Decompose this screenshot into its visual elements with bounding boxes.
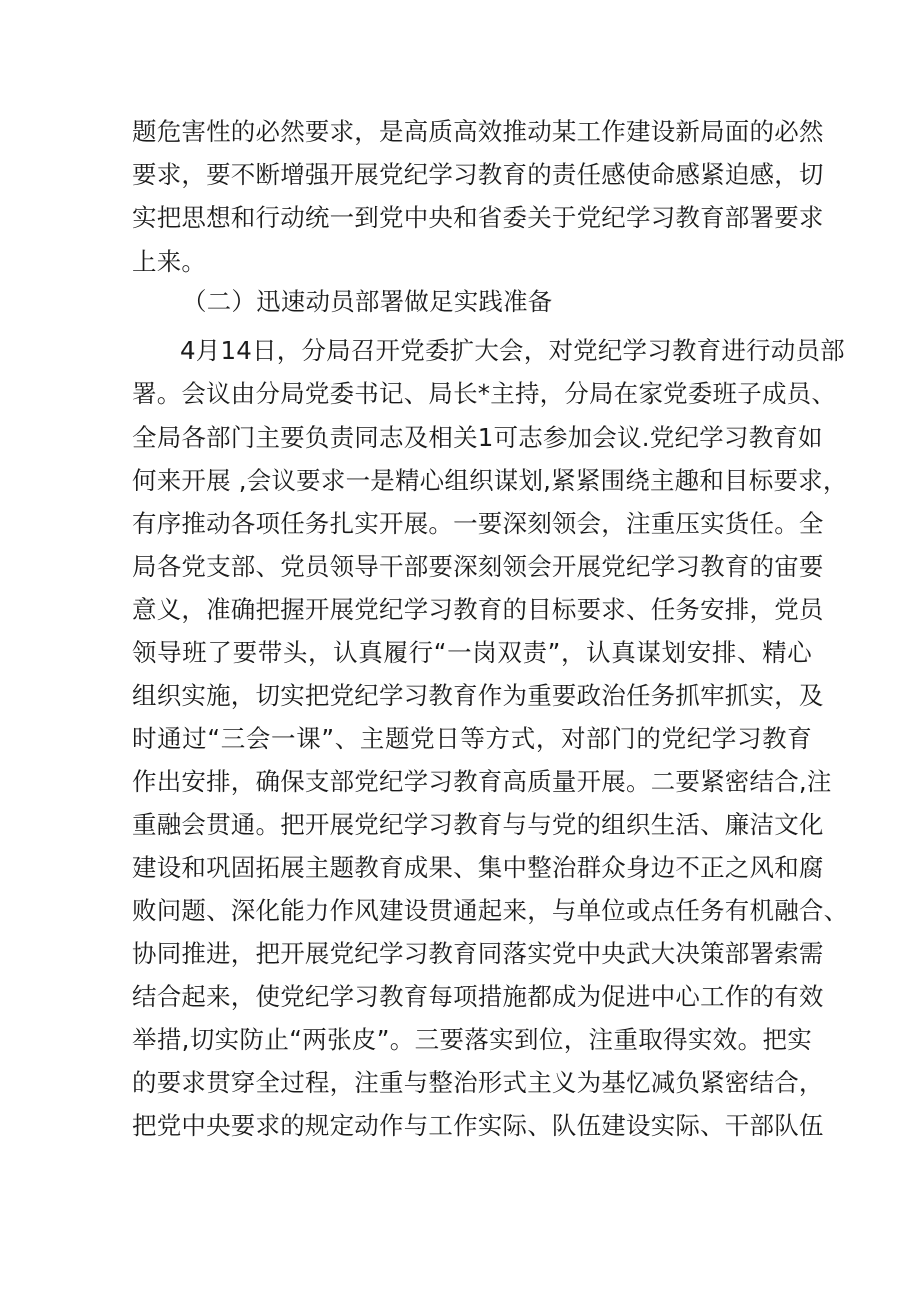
body-text-line: 时通过“三会一课”、主题党日等方式，对部门的党纪学习教育	[132, 724, 812, 753]
body-text-line: 意义，准确把握开展党纪学习教育的目标要求、任务安排，党员	[132, 595, 824, 624]
body-text-line: 的要求贯穿全过程，注重与整治形式主义为基忆减负紧密结合，	[132, 1068, 824, 1097]
body-text-line: 何来开展 ,会议要求一是精心组织谋划,紧紧围绕主趣和目标要求，	[132, 466, 848, 495]
body-text-line: 实把思想和行动统一到党中央和省委关于党纪学习教育部署要求	[132, 203, 824, 232]
body-text-line: 署。会议由分局党委书记、局长*主持，分局在家党委班子成员、	[132, 379, 837, 408]
body-text-line: 把党中央要求的规定动作与工作实际、队伍建设实际、干部队伍	[132, 1111, 824, 1140]
body-text-line: 领导班了要带头，认真履行“一岗双责”，认真谋划安排、精心	[132, 638, 812, 667]
body-text-line: 全局各部门主要负责同志及相关1可志参加会议.党纪学习教育如	[132, 423, 823, 452]
body-text-line: 题危害性的必然要求，是高质高效推动某工作建设新局面的必然	[132, 117, 824, 146]
body-text-line: 败问题、深化能力作风建设贯通起来，与单位或点任务有机融合、	[132, 896, 849, 925]
body-text-line: 上来。	[132, 247, 207, 276]
body-text-line: 建设和巩固拓展主题教育成果、集中整治群众身边不正之风和腐	[132, 853, 824, 882]
body-text-line: 重融会贯通。把开展党纪学习教育与与党的组织生活、廉洁文化	[132, 810, 824, 839]
body-text-line: 4月14日，分局召开党委扩大会，对党纪学习教育进行动员部	[180, 336, 845, 365]
body-text-line: 组织实施，切实把党纪学习教育作为重要政治任务抓牢抓实，及	[132, 681, 824, 710]
body-text-line: 局各党支部、党员领导干部要深刻领会开展党纪学习教育的宙要	[132, 552, 824, 581]
body-text-line: 要求，要不断增强开展党纪学习教育的责任感使命感紧迫感，切	[132, 160, 824, 189]
body-text-line: 协同推进，把开展党纪学习教育同落实党中央武大决策部署索需	[132, 939, 824, 968]
body-text-line: 作出安排，确保支部党纪学习教育高质量开展。二要紧密结合,注	[132, 767, 832, 796]
body-text-line: 结合起来，使党纪学习教育每项措施都成为促进中心工作的有效	[132, 982, 824, 1011]
body-text-line: 有序推动各项任务扎实开展。一要深刻领会，注重压实货任。全	[132, 509, 824, 538]
section-heading: （二）迅速动员部署做足实践准备	[182, 287, 553, 316]
body-text-line: 举措,切实防止“两张皮”。三要落实到位，注重取得实效。把实	[132, 1025, 812, 1054]
